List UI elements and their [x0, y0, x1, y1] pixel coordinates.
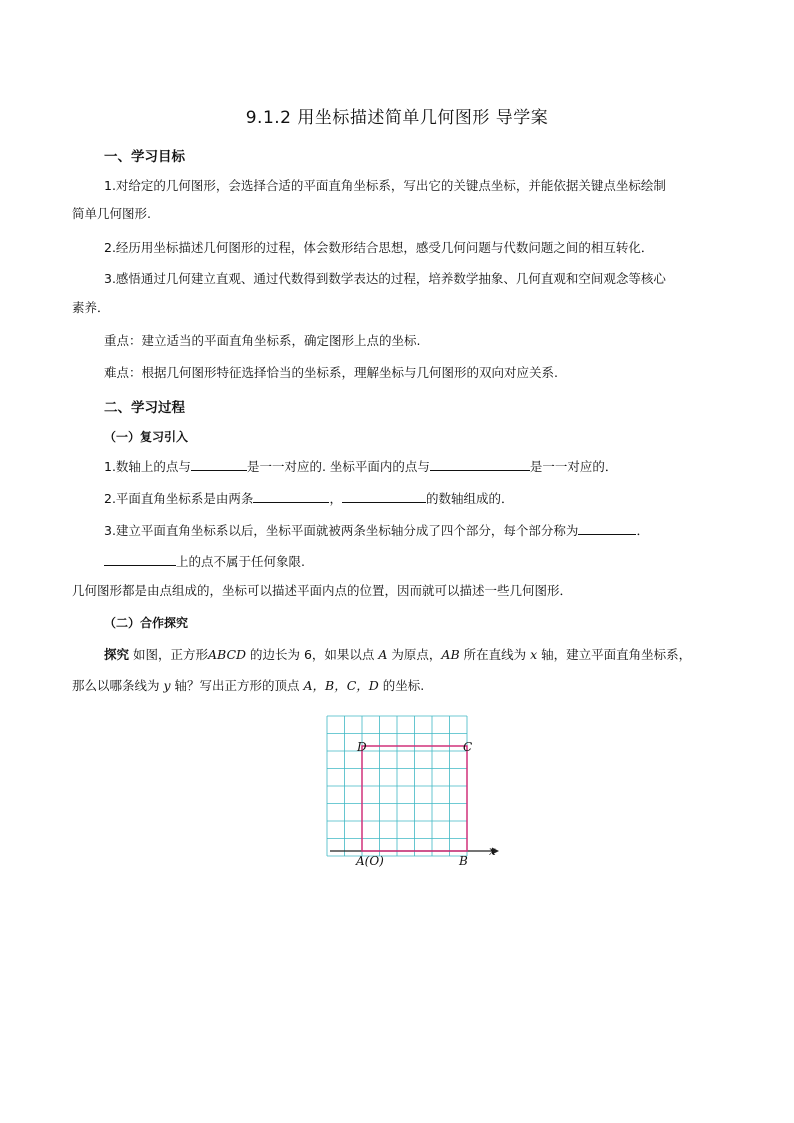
- answer-blank[interactable]: [430, 457, 530, 471]
- question-3-line-2: [104, 552, 305, 570]
- label-a-origin: A(O): [356, 854, 384, 868]
- objective-1-line-2: 简单几何图形.: [72, 206, 151, 221]
- explore-math: ABCD: [208, 647, 247, 662]
- question-1: [104, 457, 617, 475]
- objective-3-line-2: 素养．: [72, 300, 110, 315]
- question-2: [104, 489, 513, 507]
- explore-line-1: [104, 647, 691, 663]
- answer-blank[interactable]: [578, 521, 636, 535]
- explore-line-2: [72, 678, 424, 694]
- explore-text: 轴？写出正方形的顶点: [170, 678, 304, 693]
- explore-math: y: [163, 678, 171, 693]
- objective-3-line-1: 3.感悟通过几何建立直观、通过代数得到数学表达的过程，培养数学抽象、几何直观和空间观念等核心: [104, 271, 666, 286]
- question-3-line-1: [104, 521, 649, 539]
- explore-label: 探究: [104, 647, 130, 662]
- section-heading-objectives: 一、学习目标: [104, 149, 185, 165]
- page-title: 9.1.2 用坐标描述简单几何图形 导学案: [245, 108, 549, 128]
- objective-1-line-1: 1.对给定的几何图形，会选择合适的平面直角坐标系，写出它的关键点坐标，并能依据关键点坐标绘制: [104, 178, 666, 193]
- explore-text: 的坐标.: [378, 678, 425, 693]
- answer-blank[interactable]: [342, 489, 426, 503]
- explore-math: AB: [441, 647, 460, 662]
- explore-math: A，B，C，D: [303, 678, 379, 693]
- question-1-part-a: 1.数轴上的点与: [104, 459, 191, 474]
- question-3-part-b: ．: [636, 523, 649, 538]
- question-2-part-b: ，: [329, 491, 342, 506]
- question-3-part-c: 上的点不属于任何象限.: [176, 554, 305, 569]
- grid: [327, 716, 467, 856]
- explore-math: x: [530, 647, 538, 662]
- difficulty-point: 难点：根据几何图形特征选择恰当的坐标系，理解坐标与几何图形的双向对应关系.: [104, 365, 558, 380]
- explore-text: 如图，正方形: [129, 647, 208, 662]
- answer-blank[interactable]: [191, 457, 247, 471]
- intro-paragraph: 几何图形都是由点组成的，坐标可以描述平面内点的位置，因而就可以描述一些几何图形．: [72, 583, 573, 598]
- question-3-part-a: 3.建立平面直角坐标系以后，坐标平面就被两条坐标轴分成了四个部分，每个部分称为: [104, 523, 579, 538]
- explore-text: 的边长为 6，如果以点: [246, 647, 379, 662]
- question-2-part-a: 2.平面直角坐标系是由两条: [104, 491, 254, 506]
- label-d: D: [357, 740, 367, 754]
- question-1-part-c: 是一一对应的．: [529, 459, 618, 474]
- label-c: C: [463, 740, 473, 754]
- section-heading-process: 二、学习过程: [104, 400, 185, 416]
- label-b: B: [459, 854, 468, 868]
- label-x-axis: x: [489, 844, 496, 858]
- answer-blank[interactable]: [104, 552, 176, 566]
- explore-text: 为原点，: [387, 647, 442, 662]
- key-point: 重点：建立适当的平面直角坐标系，确定图形上点的坐标.: [104, 333, 421, 348]
- subsection-review: （一）复习引入: [104, 430, 189, 444]
- explore-text: 轴，建立平面直角坐标系，: [537, 647, 692, 662]
- explore-text: 所在直线为: [459, 647, 531, 662]
- objective-2: 2.经历用坐标描述几何图形的过程，体会数形结合思想，感受几何问题与代数问题之间的相互转化．: [104, 240, 654, 255]
- subsection-explore: （二）合作探究: [104, 616, 189, 630]
- explore-text: 那么以哪条线为: [72, 678, 164, 693]
- answer-blank[interactable]: [253, 489, 329, 503]
- question-2-part-c: 的数轴组成的．: [425, 491, 514, 506]
- question-1-part-b: 是一一对应的. 坐标平面内的点与: [246, 459, 430, 474]
- square-coordinate-figure: [320, 708, 510, 878]
- explore-math: A: [378, 647, 388, 662]
